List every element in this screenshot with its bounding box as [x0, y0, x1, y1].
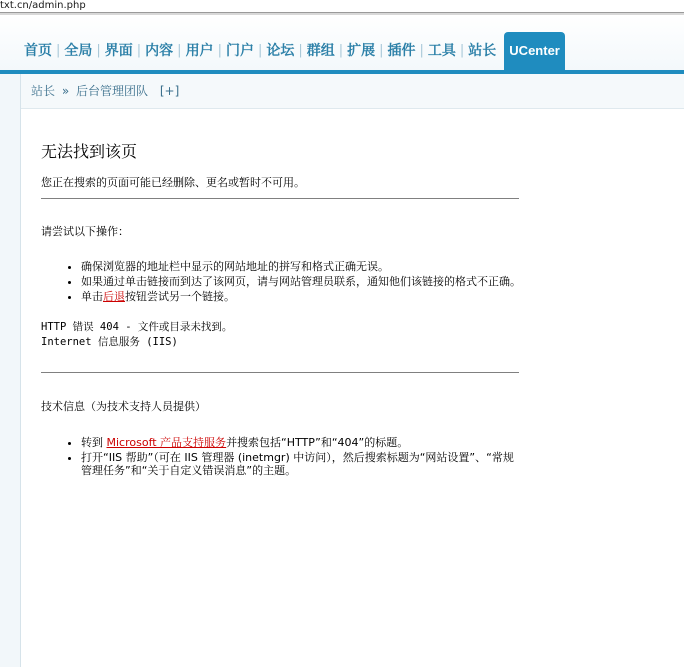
- error-intro: 您正在搜索的页面可能已经删除、更名或暂时不可用。: [41, 176, 305, 189]
- nav-ucenter-tab[interactable]: UCenter: [504, 32, 565, 70]
- breadcrumb-current: 后台管理团队: [76, 84, 149, 98]
- nav-separator: |: [379, 43, 384, 58]
- list-item-support: [81, 436, 521, 449]
- nav-separator: |: [257, 43, 263, 58]
- address-bar[interactable]: [0, 0, 684, 13]
- divider: [41, 372, 519, 373]
- nav-separator: |: [56, 43, 61, 58]
- address-url[interactable]: txt.cn/admin.php: [0, 0, 86, 11]
- nav-global[interactable]: 全局: [64, 43, 93, 59]
- nav-separator: |: [298, 43, 303, 58]
- tech-heading: 技术信息（为技术支持人员提供）: [41, 400, 206, 413]
- nav-content[interactable]: 内容: [145, 43, 174, 59]
- breadcrumb-add-button[interactable]: [+]: [159, 84, 180, 98]
- list-item: • 确保浏览器的地址栏中显示的网站地址的拼写和格式正确无误。: [81, 260, 521, 273]
- breadcrumb-separator: »: [61, 84, 70, 98]
- left-sidebar-strip: [0, 74, 21, 667]
- breadcrumb-root[interactable]: 站长: [31, 84, 56, 98]
- list-item: • 如果通过单击链接而到达了该网页，请与网站管理员联系，通知他们该链接的格式不正确。: [81, 275, 521, 288]
- back-link[interactable]: 后退: [103, 290, 125, 303]
- nav-interface[interactable]: 界面: [104, 43, 133, 59]
- iis-text: Internet 信息服务 (IIS): [41, 336, 178, 348]
- nav-separator: |: [96, 43, 101, 58]
- nav-separator: |: [177, 43, 182, 58]
- support-link[interactable]: Microsoft 产品支持服务: [106, 436, 227, 449]
- nav-separator: |: [217, 43, 222, 58]
- breadcrumb: [21, 74, 684, 109]
- nav-separator: |: [338, 43, 344, 58]
- back-prefix: 单击: [81, 290, 103, 303]
- list-item: • 打开“IIS 帮助”（可在 IIS 管理器 (inetmgr) 中访问），然后搜索标题为“网站设置”、“常规管理任务”和“关于自定义错误消息”的主题。: [81, 451, 521, 477]
- nav-webmaster[interactable]: 站长: [468, 43, 497, 59]
- nav-separator: |: [136, 43, 142, 58]
- nav-separator: |: [459, 43, 465, 58]
- nav-plugins[interactable]: 插件: [387, 43, 416, 59]
- nav-portal[interactable]: 门户: [225, 43, 254, 59]
- back-suffix: 按钮尝试另一个链接。: [125, 290, 235, 303]
- error-title: 无法找到该页: [41, 142, 138, 161]
- tech-list: [41, 436, 521, 477]
- nav-tools[interactable]: 工具: [427, 43, 456, 59]
- nav-groups[interactable]: 群组: [306, 43, 335, 59]
- http-error-text: HTTP 错误 404 - 文件或目录未找到。: [41, 321, 233, 333]
- tech1-suffix: 并搜索包括“HTTP”和“404”的标题。: [226, 436, 409, 449]
- main-nav: [21, 32, 565, 70]
- error-page-content: [41, 108, 521, 479]
- divider: [41, 198, 519, 199]
- nav-separator: |: [419, 43, 424, 58]
- try-heading: 请尝试以下操作：: [41, 225, 129, 238]
- nav-extend[interactable]: 扩展: [347, 43, 376, 59]
- nav-forum[interactable]: 论坛: [266, 43, 295, 59]
- try-list: [41, 260, 521, 303]
- list-item-back: [81, 290, 521, 303]
- tech1-prefix: 转到: [81, 436, 107, 449]
- nav-home[interactable]: 首页: [24, 43, 52, 59]
- nav-users[interactable]: 用户: [185, 43, 214, 59]
